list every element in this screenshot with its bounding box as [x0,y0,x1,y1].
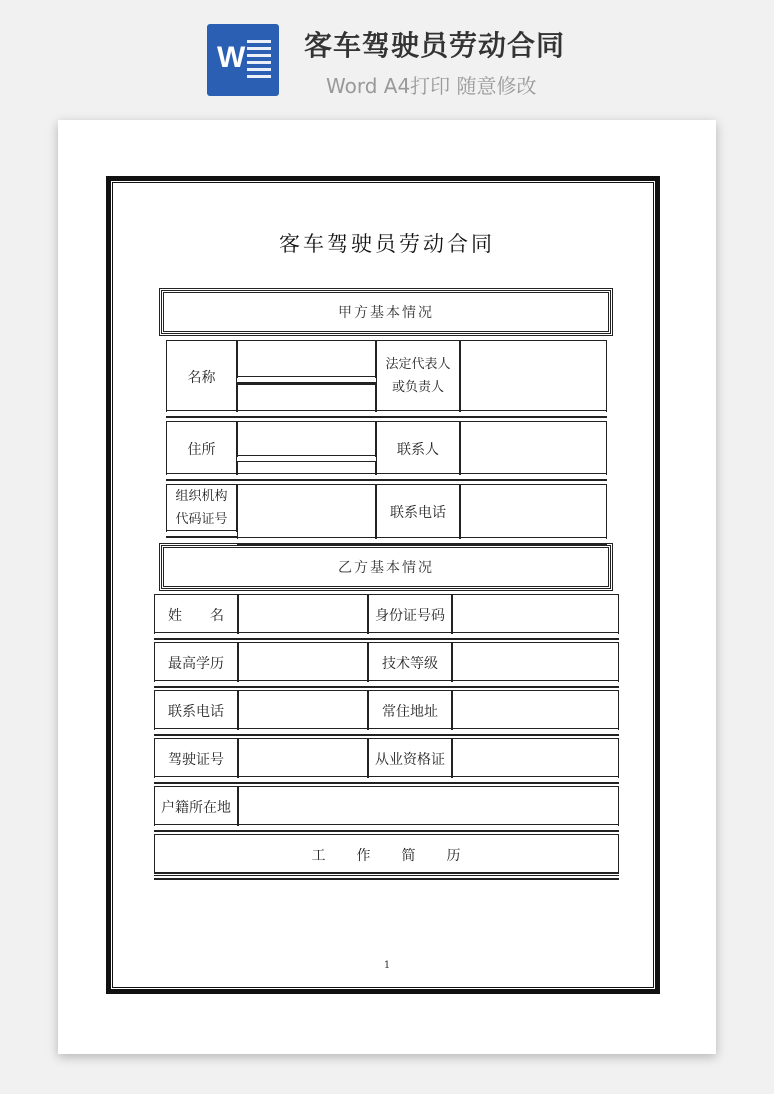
party-a-name-field-2[interactable] [237,384,376,412]
party-b-phone-label: 联系电话 [154,690,238,730]
page-header [0,0,774,110]
party-a-address-label: 住所 [166,421,237,475]
page-number: 1 [383,960,391,971]
party-a-phone-field[interactable] [460,484,607,539]
party-b-id-label: 身份证号码 [368,594,452,634]
party-a-address-field-1[interactable] [237,421,376,457]
page-subtitle: Word A4打印 随意修改 [326,74,537,98]
logo-letter: W [217,41,246,74]
party-b-household-field[interactable] [238,786,619,826]
party-a-org-code-label: 组织机构 代码证号 [166,484,237,532]
document-page [58,120,716,1054]
party-b-address-label: 常住地址 [368,690,452,730]
table-bottom-rule [154,873,619,876]
word-document-icon [207,24,279,96]
party-b-skill-label: 技术等级 [368,642,452,682]
party-b-education-field[interactable] [238,642,368,682]
party-a-phone-label: 联系电话 [376,484,460,539]
party-a-contact-label: 联系人 [376,421,460,475]
party-b-name-field[interactable] [238,594,368,634]
party-b-education-label: 最高学历 [154,642,238,682]
party-a-org-code-field[interactable] [237,484,376,539]
party-a-address-field-2[interactable] [237,461,376,475]
party-a-name-field-1[interactable] [237,340,376,378]
party-a-section-title: 甲方基本情况 [161,290,611,334]
party-b-phone-field[interactable] [238,690,368,730]
work-history-title: 工 作 简 历 [154,834,619,874]
party-b-qualification-field[interactable] [452,738,619,778]
party-a-contact-field[interactable] [460,421,607,475]
party-a-legal-rep-field[interactable] [460,340,607,412]
document-title: 客车驾驶员劳动合同 [279,232,495,256]
party-b-household-label: 户籍所在地 [154,786,238,826]
party-b-section-title: 乙方基本情况 [161,545,611,589]
party-a-name-label: 名称 [166,340,237,412]
party-b-qualification-label: 从业资格证 [368,738,452,778]
party-b-license-field[interactable] [238,738,368,778]
party-b-skill-field[interactable] [452,642,619,682]
party-b-id-field[interactable] [452,594,619,634]
page-title: 客车驾驶员劳动合同 [304,29,566,62]
party-b-name-label: 姓 名 [154,594,238,634]
party-a-legal-rep-label: 法定代表人 或负责人 [376,340,460,412]
party-b-license-label: 驾驶证号 [154,738,238,778]
party-b-address-field[interactable] [452,690,619,730]
